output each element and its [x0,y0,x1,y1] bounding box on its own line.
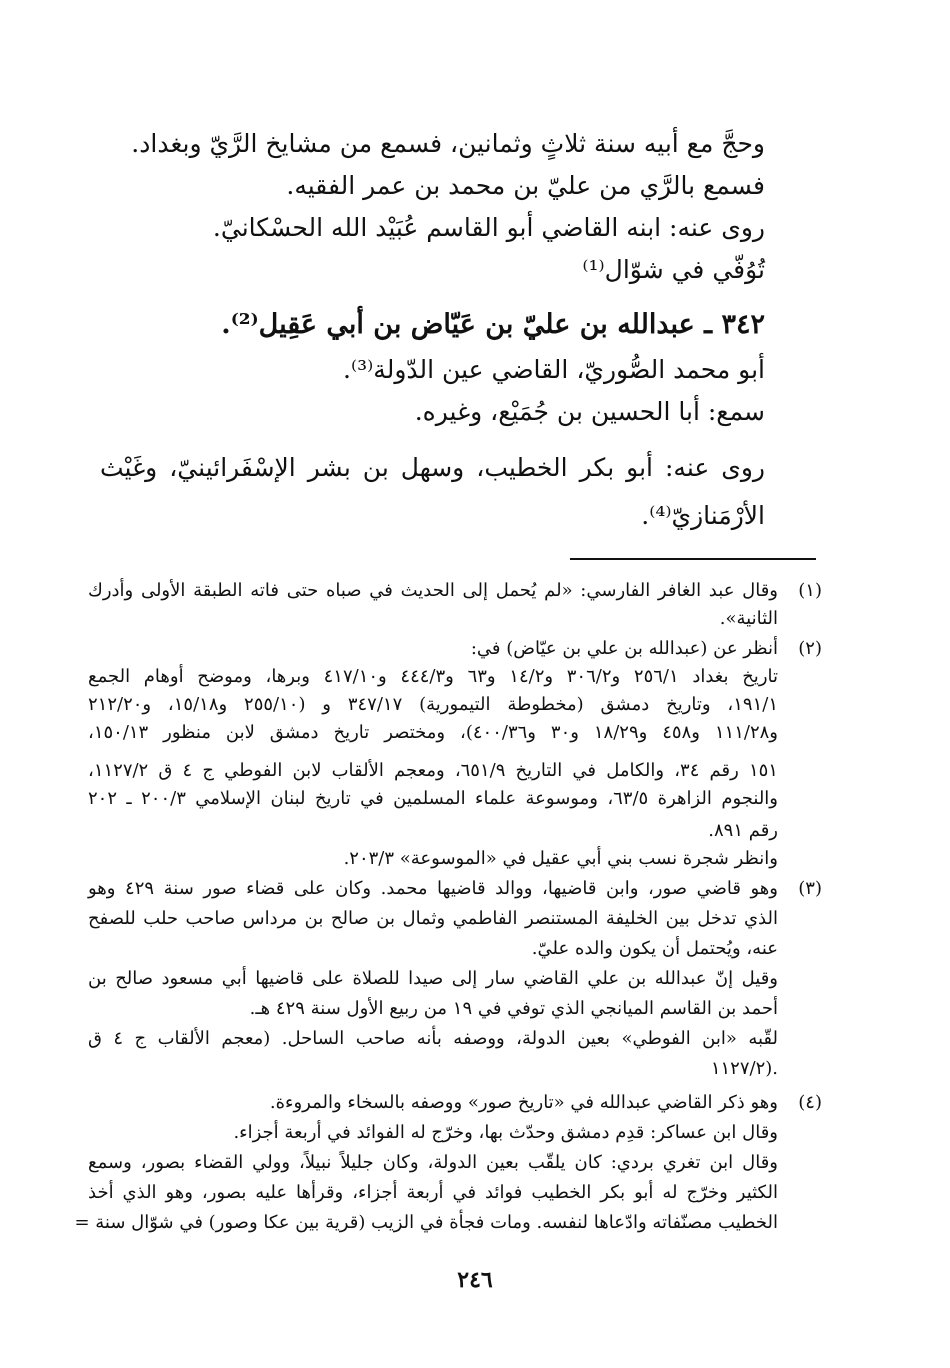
main-line: تُوُفّي في شوّال⁽¹⁾ [582,255,765,284]
footnote-marker: (٤) [798,1092,822,1113]
footnote-marker: (٣) [798,878,822,899]
footnote-line: لقّبه «ابن الفوطي» بعين الدولة، ووصفه بأنه صاحب الساحل. (معجم الألقاب ج ٤ ق [88,1028,779,1049]
footnote-line: وقيل إنّ عبدالله بن علي القاضي سار إلى صيدا للصلاة على قاضيها أبي مسعود صالح بن [88,968,778,989]
main-line: فسمع بالرَّي من عليّ بن محمد بن عمر الفقيه. [286,171,765,200]
main-line: روى عنه: ابنه القاضي أبو القاسم عُبَيْد الله الحسْكانيّ. [212,213,765,242]
entry-line: أبو محمد الصُّوريّ، القاضي عين الدّولة⁽³⁾. [343,355,765,384]
entry-line: سمع: أبا الحسين بن جُمَيْع، وغيره. [414,397,765,426]
footnote-line: أحمد بن القاسم الميانجي الذي توفي في ١٩ من ربيع الأول سنة ٤٢٩ هـ. [249,998,778,1019]
footnote-line: عنه، ويُحتمل أن يكون والده عليّ. [531,938,778,959]
footnote-line: ١١٢٧/٢). [710,1058,778,1079]
footnote-line: الخطيب مصنّفاته وادّعاها لنفسه. ومات فجأة في الزيب (قرية بين عكا وصور) في شوّال سنة = [74,1212,778,1233]
entry-heading: ٣٤٢ ـ عبدالله بن عليّ بن عَيّاض بن أبي عَقِيل⁽²⁾. [221,309,765,340]
page-number: ٢٤٦ [457,1267,493,1293]
entry-line: الأرْمَنازيّ⁽⁴⁾. [641,501,765,530]
main-line: وحجَّ مع أبيه سنة ثلاثٍ وثمانين، فسمع من مشايخ الرَّيّ وبغداد. [131,129,765,158]
footnote-line: وانظر شجرة نسب بني أبي عقيل في «الموسوعة» ٢٠٣/٣. [343,848,778,869]
entry-line: روى عنه: أبو بكر الخطيب، وسهل بن بشر الإسْفَرائينيّ، وغَيْث [100,453,766,482]
footnote-line: رقم ٨٩١. [708,820,778,841]
footnote-line: ١٩١/١، وتاريخ دمشق (مخطوطة التيمورية) ٣٤٧/١٧ و (٢٥٥/١٠ و١٥/١٨، و٢١٢/٢٠ [88,694,778,715]
footnote-marker: (١) [798,580,822,601]
footnote-line: ١٥١ رقم ٣٤، والكامل في التاريخ ٦٥١/٩، ومعجم الألقاب لابن الفوطي ج ٤ ق ١١٢٧/٢، [88,760,778,781]
footnote-line: وقال ابن عساكر: قدِم دمشق وحدّث بها، وخرّج له الفوائد في أربعة أجزاء. [233,1122,778,1143]
footnote-separator [570,558,816,560]
footnote-line: والنجوم الزاهرة ٦٣/٥، وموسوعة علماء المسلمين في تاريخ لبنان الإسلامي ٢٠٠/٣ ـ ٢٠٢ [88,788,778,809]
footnote-line: وقال عبد الغافر الفارسي: «لم يُحمل إلى الحديث في صباه حتى فاته الطبقة الأولى وأدرك [88,580,778,601]
footnote-line: الذي تدخل بين الخليفة المستنصر الفاطمي وثمال بن صالح بن مرداس صاحب حلب للصفح [88,908,778,929]
footnote-line: الكثير وخرّج له أبو بكر الخطيب فوائد في أربعة أجزاء، وقرأها عليه بصور، وهو الذي أخذ [88,1182,778,1203]
footnote-line: وقال ابن تغري بردي: كان يلقّب بعين الدولة، وكان جليلاً نبيلاً، وولي القضاء بصور، وسمع [88,1152,778,1173]
footnote-line: تاريخ بغداد ٢٥٦/١ و٣٠٦/٢ و١٤/٢ و٦٣ و٤٤٤/٣ و٤١٧/١٠ وبرها، وموضح أوهام الجمع [88,666,779,687]
footnote-line: وهو قاضي صور، وابن قاضيها، ووالد قاضيها محمد. وكان على قضاء صور سنة ٤٢٩ وهو [88,878,778,899]
footnote-line: و١١١/٢٨ و٤٥٨ و١٨/٢٩ و٣٠ و٤٠٠/٣٦)، ومختصر تاريخ دمشق لابن منظور ١٥٠/١٣، [88,722,778,743]
footnote-line: وهو ذكر القاضي عبدالله في «تاريخ صور» ووصفه بالسخاء والمروءة. [269,1092,778,1113]
footnote-marker: (٢) [798,638,822,659]
footnote-line: أنظر عن (عبدالله بن علي بن عيّاض) في: [470,638,778,659]
footnote-line: الثانية». [719,608,778,629]
